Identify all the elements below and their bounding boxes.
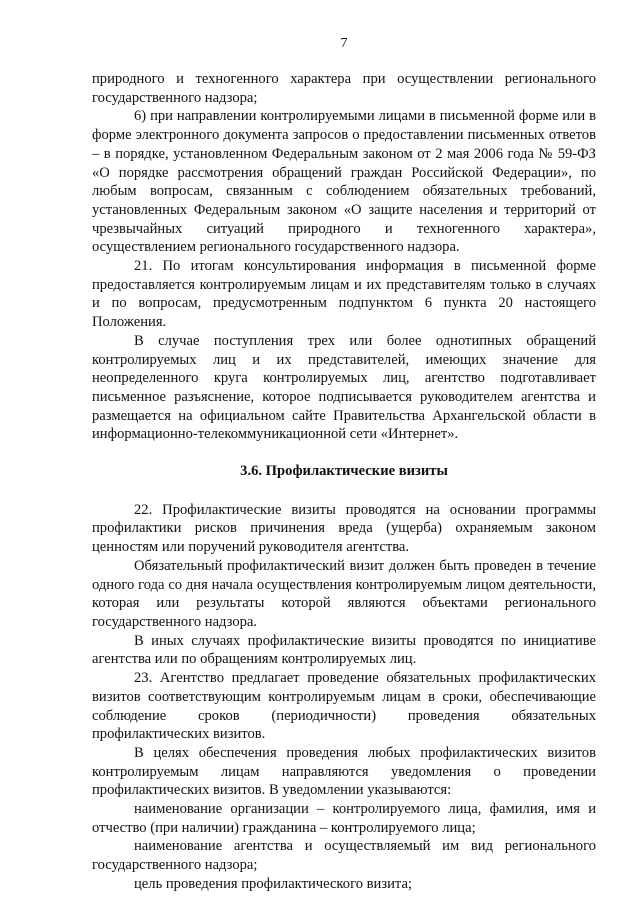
body-text-before: [92, 70, 596, 444]
paragraph: Обязательный профилактический визит должен быть проведен в течение одного года со дня начала осуществления контролируемым лицом деятельности, которая или результаты которой являются объектами регионального государственного надзора.: [92, 557, 596, 630]
body-text-after: [92, 501, 596, 894]
paragraph: природного и техногенного характера при осуществлении регионального государственного надзора;: [92, 71, 596, 106]
page-number: 7: [340, 36, 348, 51]
paragraph: В иных случаях профилактические визиты проводятся по инициативе агентства или по обращениям контролируемых лиц.: [92, 632, 596, 668]
section-heading: 3.6. Профилактические визиты: [240, 463, 448, 480]
paragraph: 21. По итогам консультирования информация в письменной форме предоставляется контролируемым лицам и их представителям только в случаях и по вопросам, предусмотренным подпунктом 6 пункта 20 настоящего Положения.: [92, 258, 596, 331]
paragraph: В случае поступления трех или более однотипных обращений контролируемых лиц и их представителей, имеющих значение для неопределенного круга контролируемых лиц, агентство подготавливает письменное разъяснение, которое подписывается руководителем агентства и размещается на официальном сайте Правительства Архангельской области в информационно-телекоммуникационной сети «Интернет».: [92, 332, 596, 443]
paragraph: 6) при направлении контролируемыми лицами в письменной форме или в форме электронного документа запросов о предоставлении письменных ответов – в порядке, установленном Федеральным законом от 2 мая 2006 года № 59-ФЗ «О порядке рассмотрения обращений граждан Российской Федерации», по любым вопросам, связанным с соблюдением обязательных требований, установленных Федеральным законом «О защите населения и территорий от чрезвычайных ситуаций природного и техногенного характера», осуществлением регионального государственного надзора.: [92, 108, 596, 256]
paragraph: наименование организации – контролируемого лица, фамилия, имя и отчество (при наличии) гражданина – контролируемого лица;: [92, 801, 596, 836]
paragraph: 22. Профилактические визиты проводятся на основании программы профилактики рисков причинения вреда (ущерба) охраняемым законом ценностям или поручений руководителя агентства.: [92, 501, 596, 556]
paragraph: 23. Агентство предлагает проведение обязательных профилактических визитов соответствующим контролируемым лицам в сроки, обеспечивающие соблюдение сроков (периодичности) проведения обязательных профилактических визитов.: [92, 670, 596, 743]
paragraph: В целях обеспечения проведения любых профилактических визитов контролируемым лицам направляются уведомления о проведении профилактических визитов. В уведомлении указываются:: [92, 744, 596, 799]
paragraph: цель проведения профилактического визита;: [134, 875, 413, 892]
paragraph: наименование агентства и осуществляемый им вид регионального государственного надзора;: [92, 838, 596, 874]
